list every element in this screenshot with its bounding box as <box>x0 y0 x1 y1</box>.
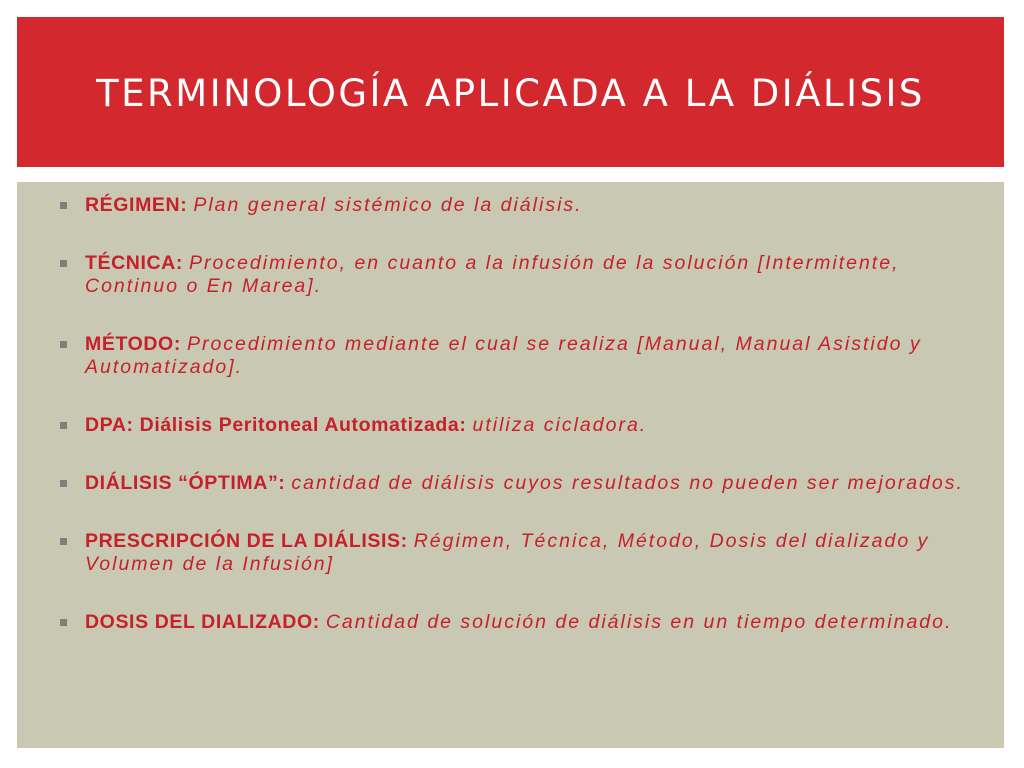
bullet-item-tecnica <box>57 252 987 298</box>
square-bullet-icon <box>60 260 67 267</box>
term-definition: Procedimiento mediante el cual se realiza [Manual, Manual Asistido y Automatizado]. <box>85 333 922 378</box>
square-bullet-icon <box>60 480 67 487</box>
term-label: PRESCRIPCIÓN DE LA DIÁLISIS: <box>85 530 414 552</box>
term-definition: Cantidad de solución de diálisis en un tiempo determinado. <box>325 611 953 633</box>
term-definition: Plan general sistémico de la diálisis. <box>193 194 583 216</box>
term-label: RÉGIMEN: <box>85 194 194 216</box>
square-bullet-icon <box>60 538 67 545</box>
term-definition: cantidad de diálisis cuyos resultados no pueden ser mejorados. <box>291 472 964 494</box>
bullet-item-regimen <box>57 194 987 217</box>
term-definition: Procedimiento, en cuanto a la infusión de la solución [Intermitente, Continuo o En Marea]. <box>85 252 900 297</box>
term-label: DOSIS DEL DIALIZADO: <box>85 611 326 633</box>
title-bar <box>17 17 1004 167</box>
square-bullet-icon <box>60 422 67 429</box>
term-label: MÉTODO: <box>85 333 187 355</box>
term-label: DPA: Diálisis Peritoneal Automatizada: <box>85 414 473 436</box>
square-bullet-icon <box>60 341 67 348</box>
slide-title: TERMINOLOGÍA APLICADA A LA DIÁLISIS <box>96 71 925 115</box>
term-label: TÉCNICA: <box>85 252 189 274</box>
content-box <box>17 182 1004 748</box>
square-bullet-icon <box>60 202 67 209</box>
bullet-item-prescripcion <box>57 530 987 576</box>
term-definition: Régimen, Técnica, Método, Dosis del dializado y Volumen de la Infusión] <box>85 530 930 575</box>
bullet-item-metodo <box>57 333 987 379</box>
bullet-list <box>57 194 987 669</box>
bullet-item-dpa <box>57 414 987 437</box>
bullet-item-dosis-dializado <box>57 611 987 634</box>
square-bullet-icon <box>60 619 67 626</box>
term-definition: utiliza cicladora. <box>472 414 648 436</box>
term-label: DIÁLISIS “ÓPTIMA”: <box>85 472 292 494</box>
bullet-item-dialisis-optima <box>57 472 987 495</box>
